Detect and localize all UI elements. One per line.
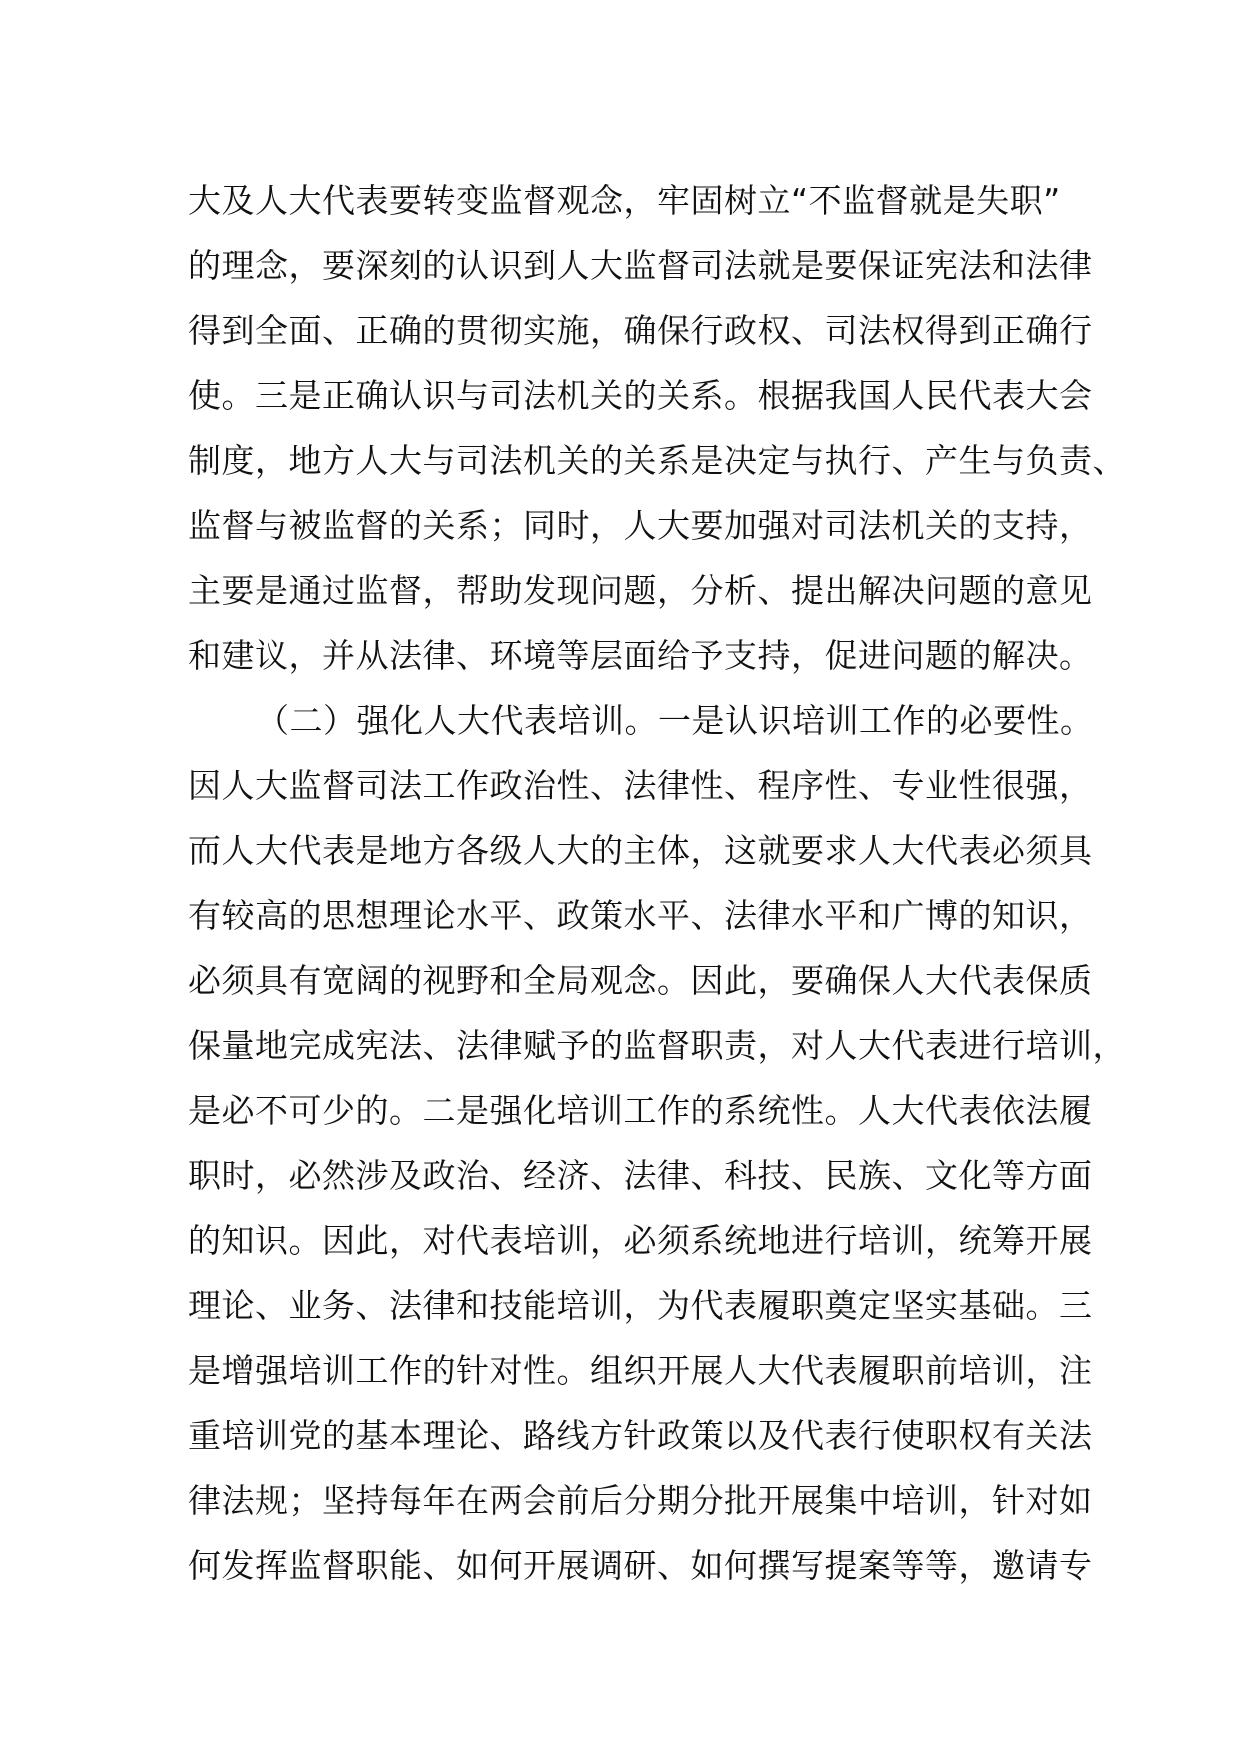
text-line: 是必不可少的。二是强化培训工作的系统性。人大代表依法履 <box>188 1091 1093 1130</box>
text-line: 和建议，并从法律、环境等层面给予支持，促进问题的解决。 <box>188 636 1093 675</box>
text-line: 的知识。因此，对代表培训，必须系统地进行培训，统筹开展 <box>188 1221 1093 1260</box>
text-line: 必须具有宽阔的视野和全局观念。因此，要确保人大代表保质 <box>188 961 1093 1000</box>
text-line: 职时，必然涉及政治、经济、法律、科技、民族、文化等方面 <box>188 1156 1093 1195</box>
text-line: 大及人大代表要转变监督观念，牢固树立“不监督就是失职” <box>188 181 1061 220</box>
body-text <box>188 168 1126 1598</box>
text-line: 制度，地方人大与司法机关的关系是决定与执行、产生与负责、 <box>188 441 1126 480</box>
text-line: 重培训党的基本理论、路线方针政策以及代表行使职权有关法 <box>188 1416 1093 1455</box>
text-line: 主要是通过监督，帮助发现问题，分析、提出解决问题的意见 <box>188 571 1093 610</box>
text-line: 何发挥监督职能、如何开展调研、如何撰写提案等等，邀请专 <box>188 1546 1093 1585</box>
text-line: 是增强培训工作的针对性。组织开展人大代表履职前培训，注 <box>188 1351 1093 1390</box>
section-heading-line: （二）强化人大代表培训。一是认识培训工作的必要性。 <box>256 701 1094 740</box>
text-line: 因人大监督司法工作政治性、法律性、程序性、专业性很强， <box>188 766 1093 805</box>
text-line: 监督与被监督的关系；同时，人大要加强对司法机关的支持， <box>188 506 1093 545</box>
text-line: 的理念，要深刻的认识到人大监督司法就是要保证宪法和法律 <box>188 246 1093 285</box>
text-line: 而人大代表是地方各级人大的主体，这就要求人大代表必须具 <box>188 831 1093 870</box>
text-line: 使。三是正确认识与司法机关的关系。根据我国人民代表大会 <box>188 376 1093 415</box>
text-line: 有较高的思想理论水平、政策水平、法律水平和广博的知识， <box>188 896 1093 935</box>
text-line: 保量地完成宪法、法律赋予的监督职责，对人大代表进行培训， <box>188 1026 1126 1065</box>
text-line: 得到全面、正确的贯彻实施，确保行政权、司法权得到正确行 <box>188 311 1093 350</box>
text-line: 律法规；坚持每年在两会前后分期分批开展集中培训，针对如 <box>188 1481 1093 1520</box>
text-line: 理论、业务、法律和技能培训，为代表履职奠定坚实基础。三 <box>188 1286 1093 1325</box>
